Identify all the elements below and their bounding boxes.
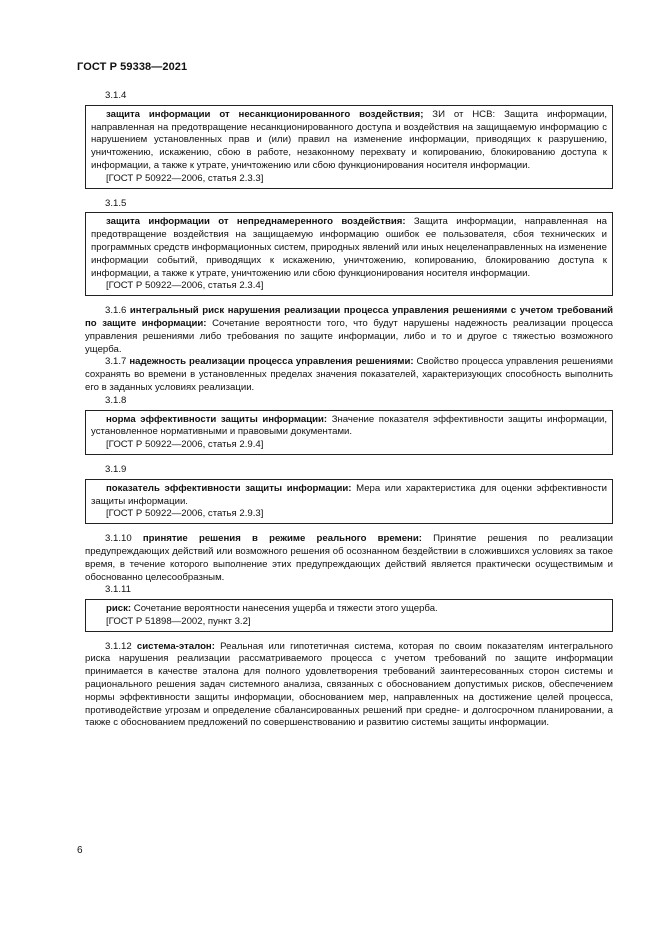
definition-text	[91, 414, 607, 440]
definition-text	[91, 603, 607, 616]
entry-number: 3.1.8	[105, 394, 127, 406]
term: система-эталон:	[136, 640, 215, 652]
definition: Значение показателя эффективности защиты информации, установленное нормативными и правовыми документами.	[91, 413, 608, 438]
source-reference: [ГОСТ Р 50922—2006, статья 2.9.4]	[106, 439, 264, 451]
definition-text	[91, 216, 607, 280]
definition: Мера или характеристика для оценки эффективности защиты информации.	[91, 482, 607, 507]
source-reference: [ГОСТ Р 50922—2006, статья 2.9.3]	[106, 508, 264, 520]
definition-box	[85, 105, 613, 189]
definition-paragraph	[85, 641, 613, 731]
definition-paragraph	[85, 356, 613, 394]
definition-text	[91, 483, 607, 509]
entry-number: 3.1.12	[105, 640, 137, 652]
definition: Сочетание вероятности того, что будут нарушены надежность реализации процесса управления решениями либо требования по защите информации, либо и то и другое с тяжестью возможного ущерба.	[85, 317, 613, 355]
term: риск:	[106, 603, 132, 615]
definition: Свойство процесса управления решениями сохранять во времени в установленных пределах значения показателей, характеризующих способность выполнить его в заданных условиях реализации.	[85, 356, 613, 393]
document-body	[85, 90, 613, 730]
term: показатель эффективности защиты информации:	[106, 482, 352, 494]
source-reference: [ГОСТ Р 50922—2006, статья 2.3.3]	[106, 172, 264, 184]
source-reference: [ГОСТ Р 51898—2002, пункт 3.2]	[106, 615, 251, 627]
entry-number: 3.1.5	[105, 197, 127, 209]
definition-box	[85, 479, 613, 524]
definition: Принятие решения по реализации предупреждающих действий или возможного решения об осознанном бездействии в сложившихся условиях за такое время, в течение которого выполнение этих предупреждающих действий является практически осуществимым и обоснованно целесообразным.	[85, 533, 613, 583]
definition: Защита информации, направленная на предотвращение воздействия на защищаемую информацию ошибок ее пользователя, сбоя технических и программных средств информационных систем, природных явлений или иных нецеленаправленных на изменение информации событий, приводящих к искажению, уничтожению, копированию, блокированию доступа к информации, а также к утрате, уничтожению или сбою функционирования носителя информации.	[91, 216, 607, 279]
entry-number: 3.1.4	[105, 90, 127, 101]
term: интегральный риск нарушения реализации процесса управления решениями с учетом требований по защите информации:	[85, 305, 613, 329]
page-number: 6	[77, 845, 83, 856]
source-reference: [ГОСТ Р 50922—2006, статья 2.3.4]	[106, 280, 264, 292]
entry-number: 3.1.6	[105, 305, 130, 317]
term: принятие решения в режиме реального времени:	[142, 533, 422, 545]
term: норма эффективности защиты информации:	[106, 413, 328, 425]
definition-paragraph	[85, 305, 613, 356]
term: надежность реализации процесса управления решениями:	[129, 356, 414, 368]
definition: ЗИ от НСВ: Защита информации, направленная на предотвращение несанкционированного доступа и воздействия на защищаемую информацию с нарушением установленных прав и (или) правил на изменение информации, приводящих к разрушению, уничтожению, искажению, сбою в работе, незаконному перехвату и копированию, блокированию доступа к информации, а также к утрате, уничтожению или сбою функционирования носителя информации.	[91, 108, 607, 171]
definition-box	[85, 599, 613, 632]
definition-box	[85, 410, 613, 455]
entry-number: 3.1.9	[105, 463, 127, 475]
entry-number: 3.1.10	[105, 533, 143, 545]
term: защита информации от непреднамеренного воздействия:	[106, 216, 406, 228]
definition: Реальная или гипотетичная система, которая по своим показателям интегрального риска нарушения реализации рассматриваемого процесса с учетом требований по защите информации принимается в качестве эталона для полного удовлетворения требований заинтересованных сторон системы и рационального решения задач системного анализа, связанных с обоснованием допустимых рисков, обеспечением нормы эффективности защиты информации, обоснованием мер, направленных на достижение целей процесса, противодействие угрозам и определение сбалансированных решений при средне- и долгосрочном планировании, а также с обоснованием предложений по совершенствованию и развитию системы защиты информации.	[85, 640, 613, 729]
term: защита информации от несанкционированного воздействия;	[106, 108, 424, 120]
definition: Сочетание вероятности нанесения ущерба и тяжести этого ущерба.	[131, 603, 438, 615]
definition-text	[91, 109, 607, 173]
document-header: ГОСТ Р 59338—2021	[77, 61, 188, 73]
definition-paragraph	[85, 533, 613, 584]
definition-box	[85, 212, 613, 296]
entry-number: 3.1.11	[105, 584, 131, 596]
entry-number: 3.1.7	[105, 356, 130, 368]
